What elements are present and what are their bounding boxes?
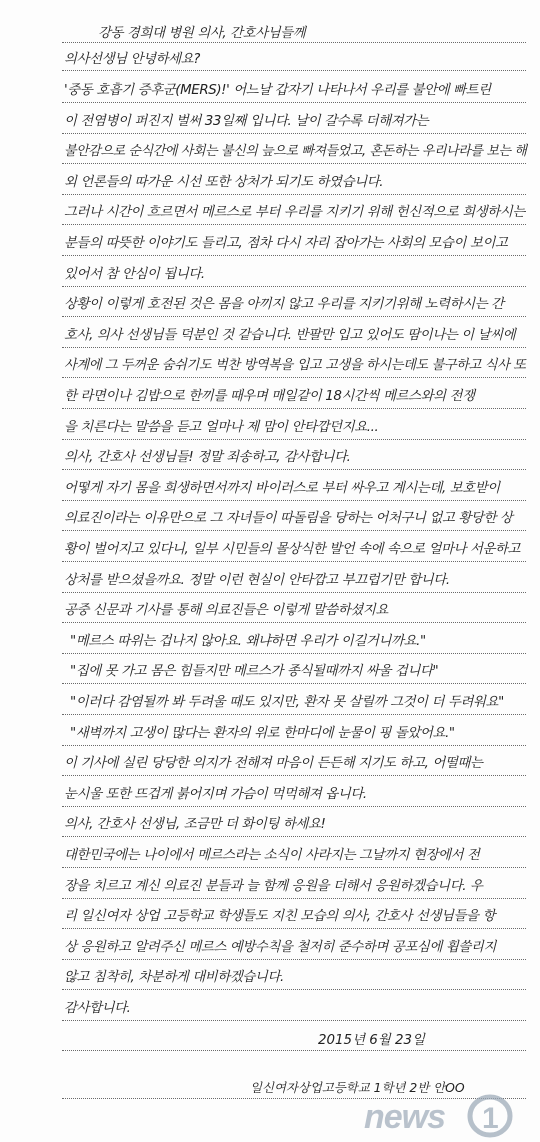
letter-line: 한 라면이나 김밥으로 한끼를 때우며 매일같이 18시간씩 메르스와의 전쟁 bbox=[64, 389, 475, 404]
ruled-line bbox=[62, 561, 526, 562]
letter-line: 이 전염병이 퍼진지 벌써 33일째 입니다. 날이 갈수록 더해져가는 bbox=[64, 113, 429, 129]
letter-line: 대한민국에는 나이에서 메르스라는 소식이 사라지는 그날까지 현장에서 전 bbox=[64, 848, 480, 863]
news1-watermark-logo bbox=[360, 1094, 528, 1138]
letter-line: 의사, 간호사 선생님, 조금만 더 화이팅 하세요! bbox=[64, 817, 326, 833]
letter-line: 어떻게 자기 몸을 희생하면서까지 바이러스로 부터 싸우고 계시는데, 보호받이 bbox=[64, 480, 500, 496]
letter-line: 외 언론들의 따가운 시선 또한 상처가 되기도 하였습니다. bbox=[64, 174, 384, 190]
letter-date: 2015년 6월 23일 bbox=[318, 1033, 425, 1048]
ruled-line bbox=[62, 959, 526, 960]
ruled-line bbox=[62, 836, 526, 837]
letter-line: 상황이 이렇게 호전된 것은 몸을 아끼지 않고 우리를 지키기위해 노력하시는 간 bbox=[64, 297, 504, 313]
ruled-line bbox=[62, 806, 526, 807]
letter-line: 않고 침착히, 차분하게 대비하겠습니다. bbox=[64, 970, 284, 986]
letter-line: "이러다 감염될까 봐 두려울 때도 있지만, 환자 못 살릴까 그것이 더 두려워요" bbox=[70, 695, 504, 710]
ruled-line bbox=[62, 500, 526, 501]
ruled-line bbox=[62, 1050, 526, 1051]
svg-text:news: news bbox=[364, 1098, 446, 1136]
letter-line: 황이 벌어지고 있다니, 일부 시민들의 몰상식한 발언 속에 속으로 얼마나 서운하고 bbox=[64, 542, 521, 557]
letter-line: 장을 치르고 계신 의료진 분들과 늘 함께 응원을 더해서 응원하겠습니다. 우 bbox=[64, 878, 483, 894]
ruled-line bbox=[62, 133, 526, 134]
ruled-line bbox=[62, 70, 526, 71]
ruled-line bbox=[62, 316, 526, 317]
letter-line: 상 응원하고 알려주신 메르스 예방수칙을 철저히 준수하며 공포심에 휩쓸리지 bbox=[64, 939, 496, 955]
ruled-line bbox=[62, 592, 526, 593]
ruled-line bbox=[62, 1020, 526, 1021]
letter-line: 의사, 간호사 선생님들! 정말 죄송하고, 감사합니다. bbox=[64, 450, 351, 466]
ruled-line bbox=[62, 867, 526, 868]
letter-line: 을 치른다는 말씀을 듣고 얼마나 제 맘이 안타깝던지요... bbox=[64, 419, 379, 435]
ruled-line bbox=[62, 42, 526, 43]
signature-line: 일신여자상업고등학교 1학년 2반 안OO bbox=[250, 1080, 465, 1095]
ruled-line bbox=[62, 163, 526, 164]
letter-line: 감사합니다. bbox=[64, 1001, 131, 1016]
ruled-line bbox=[62, 224, 526, 225]
letter-line: 눈시울 또한 뜨겁게 붉어지며 가슴이 먹먹해져 옵니다. bbox=[64, 786, 367, 802]
ruled-line bbox=[62, 530, 526, 531]
ruled-line bbox=[62, 898, 526, 899]
letter-line: '중동 호흡기 증후군(MERS)!' 어느날 갑자기 나타나서 우리를 불안에 빠트린 bbox=[64, 83, 491, 98]
ruled-line bbox=[62, 622, 526, 623]
ruled-line bbox=[62, 377, 526, 378]
letter-line: 있어서 참 안심이 됩니다. bbox=[64, 266, 205, 282]
ruled-line bbox=[62, 683, 526, 684]
ruled-line bbox=[62, 439, 526, 440]
greeting-line: 의사선생님 안녕하세요? bbox=[64, 52, 200, 67]
ruled-line bbox=[62, 255, 526, 256]
letter-line: 이 기사에 실린 당당한 의지가 전해져 마음이 든든해 지기도 하고, 어떨때는 bbox=[64, 756, 483, 772]
letter-line: 사계에 그 두꺼운 숨쉬기도 벅찬 방역복을 입고 고생을 하시는데도 불구하고 식사 또 bbox=[64, 358, 526, 374]
letter-line: 그러나 시간이 흐르면서 메르스로 부터 우리를 지키기 위해 헌신적으로 희생하시는 bbox=[64, 205, 525, 221]
ruled-line bbox=[62, 775, 526, 776]
ruled-line bbox=[62, 347, 526, 348]
ruled-line bbox=[62, 714, 526, 715]
ruled-line bbox=[62, 469, 526, 470]
svg-text:1: 1 bbox=[482, 1102, 499, 1135]
letter-line: "집에 못 가고 몸은 힘들지만 메르스가 종식될때까지 싸울 겁니다" bbox=[70, 664, 439, 680]
ruled-line bbox=[62, 102, 526, 103]
letter-line: 호사, 의사 선생님들 덕분인 것 같습니다. 반팔만 입고 있어도 땀이나는 이 날씨에 bbox=[64, 327, 516, 343]
addressee-line: 강동 경희대 병원 의사, 간호사님들께 bbox=[98, 26, 306, 41]
ruled-line bbox=[62, 194, 526, 195]
letter-line: 분들의 따뜻한 이야기도 들리고, 점차 다시 자리 잡아가는 사회의 모습이 보이고 bbox=[64, 236, 508, 251]
ruled-line bbox=[62, 928, 526, 929]
letter-line: 리 일신여자 상업 고등학교 학생들도 지친 모습의 의사, 간호사 선생님들을 항 bbox=[64, 909, 496, 925]
ruled-line bbox=[62, 286, 526, 287]
ruled-line bbox=[62, 989, 526, 990]
ruled-line bbox=[62, 408, 526, 409]
letter-line: 상처를 받으셨을까요. 정말 이런 현실이 안타깝고 부끄럽기만 합니다. bbox=[64, 572, 450, 588]
letter-line: 불안감으로 순식간에 사회는 불신의 늪으로 빠져들었고, 혼돈하는 우리나라를 보는 해 bbox=[64, 144, 527, 160]
ruled-line bbox=[62, 653, 526, 654]
letter-line: 공중 신문과 기사를 통해 의료진들은 이렇게 말씀하셨지요 bbox=[64, 603, 388, 619]
letter-line: "새벽까지 고생이 많다는 환자의 위로 한마디에 눈물이 핑 돌았어요." bbox=[70, 725, 455, 741]
letter-line: "메르스 따위는 겁나지 않아요. 왜냐하면 우리가 이길거니까요." bbox=[70, 633, 426, 649]
letter-line: 의료진이라는 이유만으로 그 자녀들이 따돌림을 당하는 어처구니 없고 황당한 상 bbox=[64, 511, 513, 527]
ruled-line bbox=[62, 745, 526, 746]
